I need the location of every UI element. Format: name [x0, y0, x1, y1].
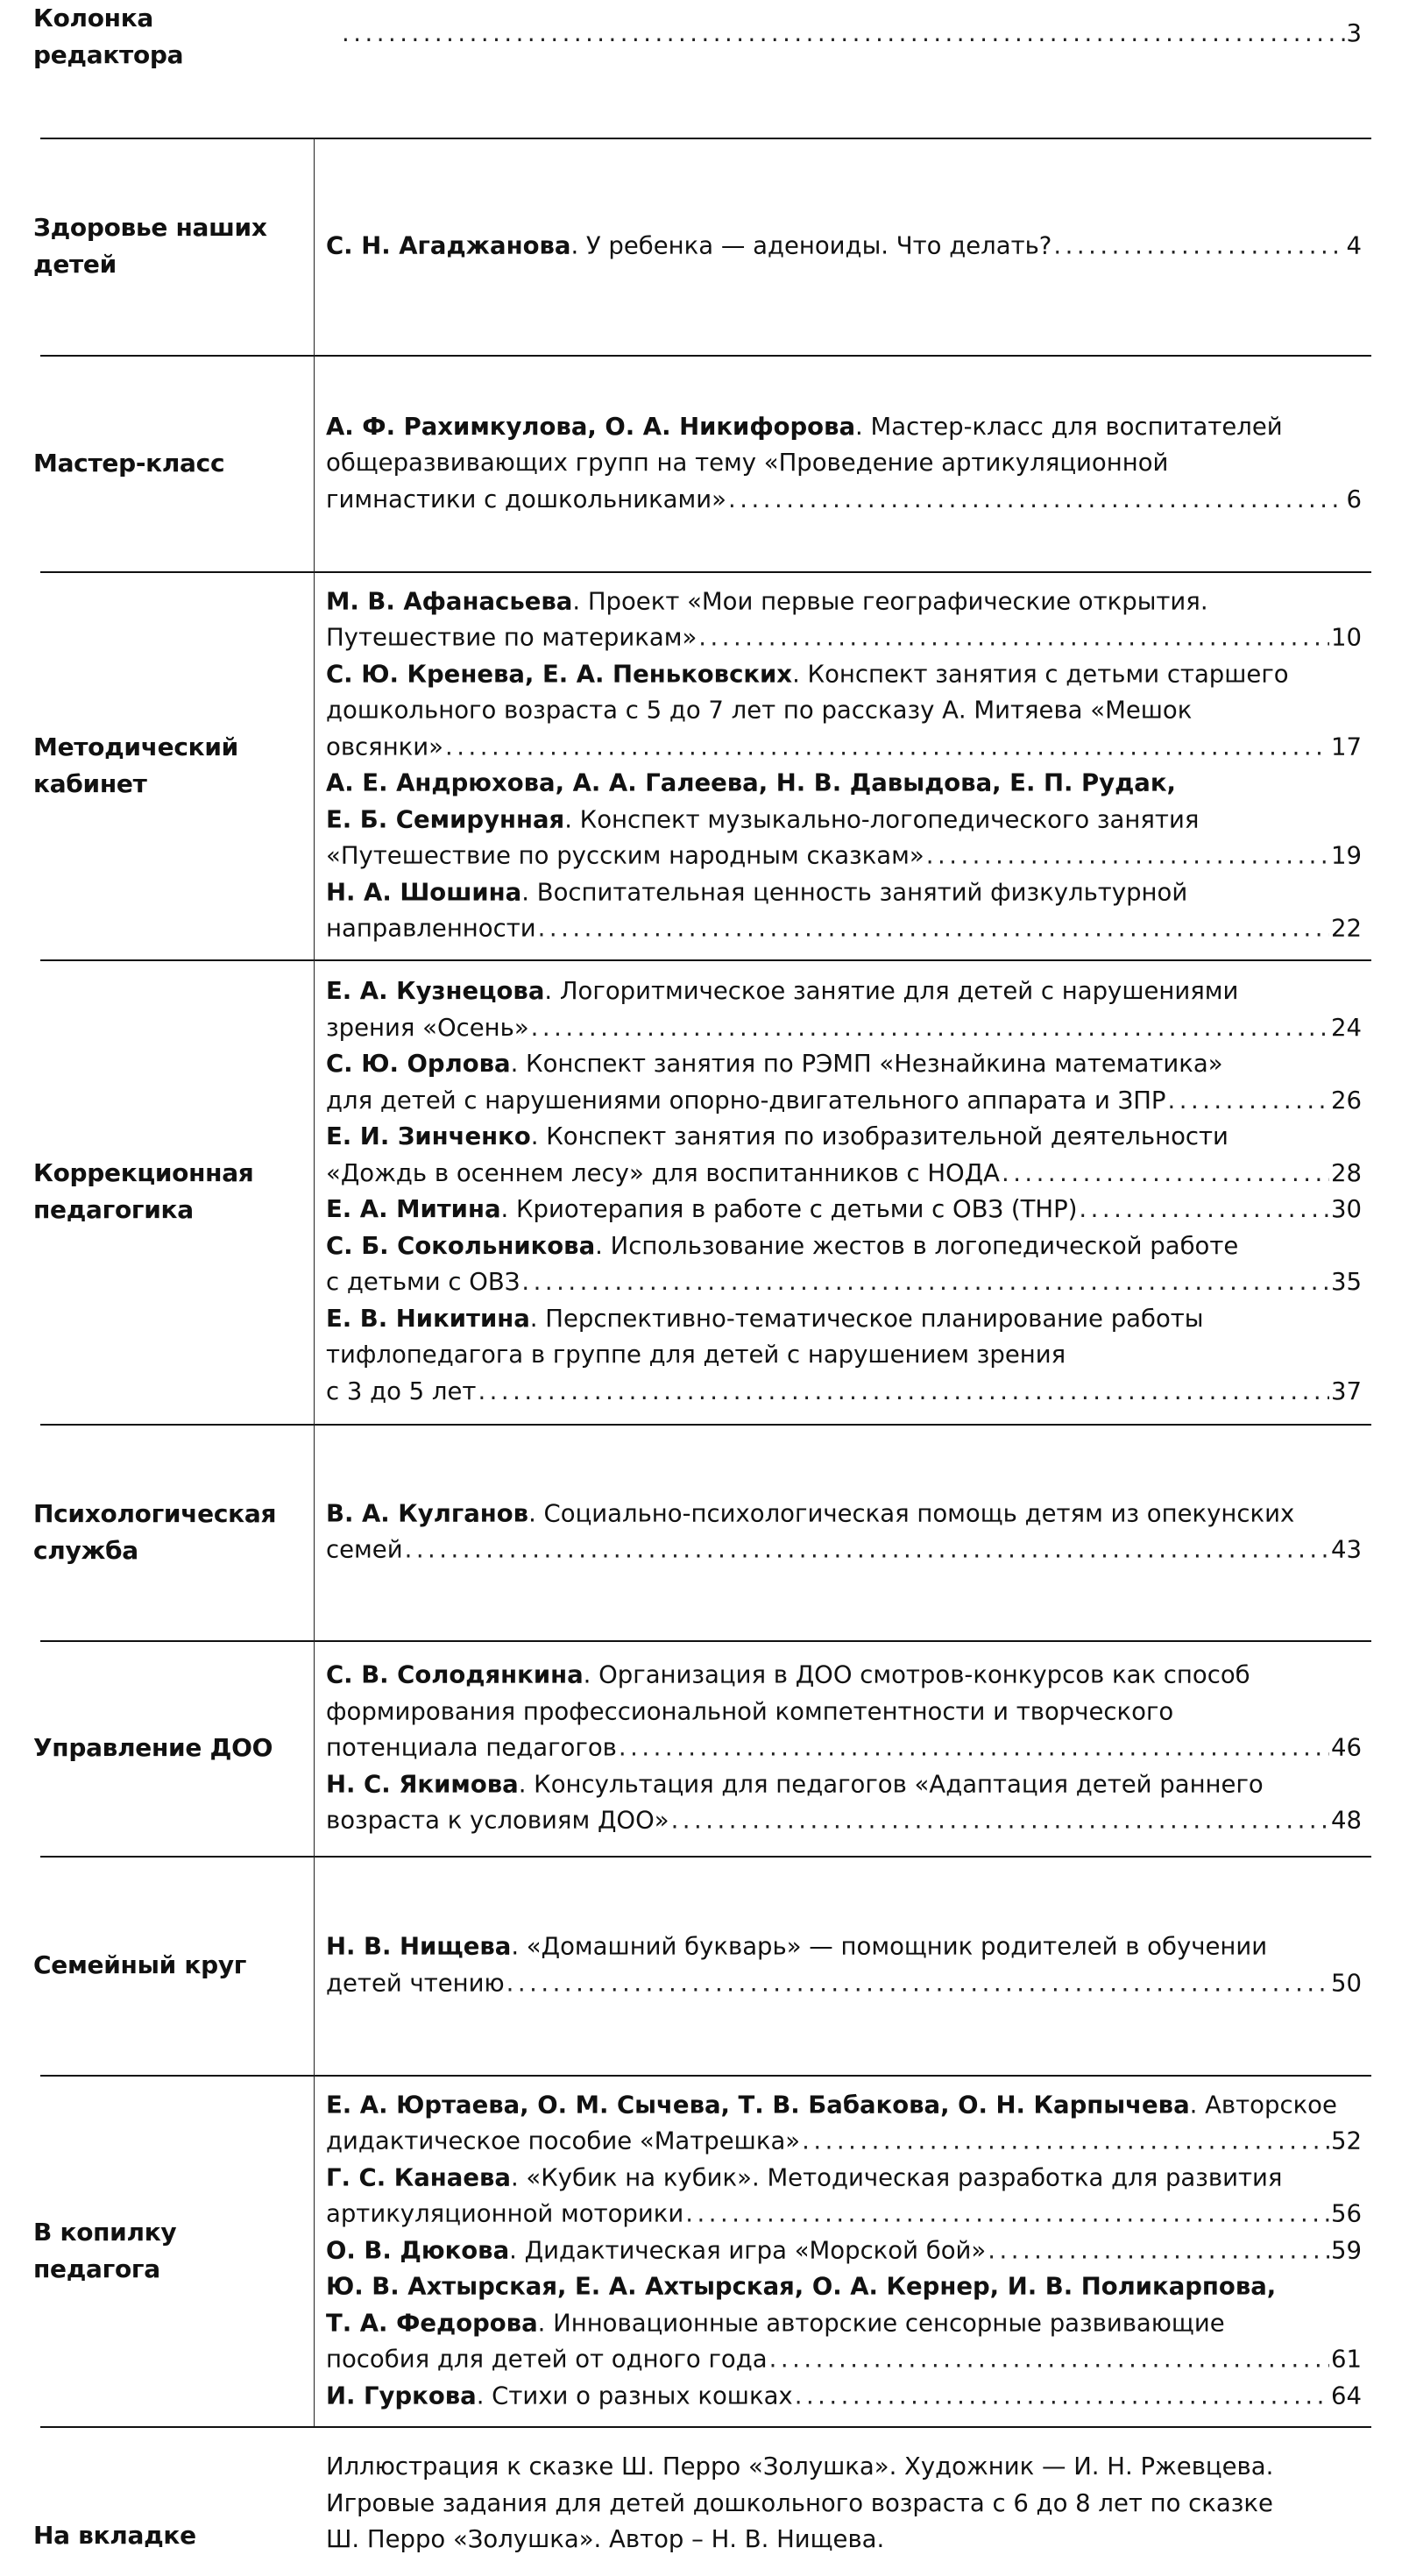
insert-description-line: Ш. Перро «Золушка». Автор – Н. В. Нищева.: [326, 2525, 885, 2553]
toc-section-master-class: [0, 355, 1402, 571]
column-divider: [314, 1640, 315, 1856]
entry-author: М. В. Афанасьева: [326, 587, 573, 615]
toc-entry[interactable]: [326, 2087, 1362, 2160]
page-number: 56: [1331, 2199, 1362, 2228]
page-number: 52: [1331, 2127, 1362, 2155]
toc-entry[interactable]: [326, 656, 1362, 766]
toc-entry[interactable]: [326, 1929, 1362, 2002]
leader-dots: [342, 16, 1345, 53]
leader-dots: [926, 839, 1329, 875]
toc-entry[interactable]: [326, 1192, 1362, 1228]
entry-title: . Дидактическая игра «Морской бой»: [509, 2235, 987, 2264]
entry-author: Г. С. Канаева: [326, 2162, 511, 2191]
entry-title: потенциала педагогов: [326, 1733, 617, 1762]
entry-author: Е. Б. Семирунная: [326, 805, 565, 833]
leader-dots: [802, 2123, 1329, 2160]
entry-title: . Консультация для педагогов «Адаптация детей раннего: [518, 1769, 1264, 1798]
entry-author: С. Б. Сокольникова: [326, 1231, 596, 1260]
section-entries: [340, 16, 1362, 53]
leader-dots: [619, 1730, 1329, 1766]
page-number: 22: [1331, 914, 1362, 943]
entry-title: . Воспитательная ценность занятий физкультурной: [521, 878, 1188, 906]
section-label: Мастер-класс: [33, 448, 225, 478]
section-label: Коррекционная педагогика: [33, 1158, 254, 1224]
entry-title: . Перспективно-тематическое планирование работы: [529, 1304, 1204, 1333]
column-divider: [314, 571, 315, 959]
entry-title: возраста к условиям ДОО»: [326, 1806, 669, 1835]
entry-title: . Логоритмическое занятие для детей с нарушениями: [544, 977, 1239, 1005]
entry-author: Е. И. Зинченко: [326, 1122, 531, 1150]
toc-entry[interactable]: [326, 2160, 1362, 2233]
page-number: 61: [1331, 2345, 1362, 2374]
entry-author: Н. А. Шошина: [326, 878, 522, 906]
entry-title: . «Домашний букварь» — помощник родителей в обучении: [511, 1932, 1268, 1961]
entry-author: И. Гуркова: [326, 2381, 477, 2410]
page-number: 24: [1331, 1013, 1362, 1042]
entry-author: С. Н. Агаджанова: [326, 231, 571, 260]
entry-title: детей чтению: [326, 1969, 505, 1997]
section-entries: [326, 1496, 1362, 1568]
column-divider: [314, 1856, 315, 2075]
entry-author: С. Ю. Орлова: [326, 1050, 511, 1078]
column-divider: [314, 1424, 315, 1640]
page-number: 37: [1331, 1376, 1362, 1405]
toc-section-insert: [0, 2426, 1402, 2576]
toc-section-correctional-pedagogy: [0, 959, 1402, 1424]
entry-author: Е. А. Митина: [326, 1195, 501, 1223]
leader-dots: [795, 2378, 1329, 2415]
toc-entry[interactable]: [326, 1119, 1362, 1192]
toc-entry[interactable]: [340, 16, 1362, 53]
toc-section-children-health: [0, 138, 1402, 355]
section-label: На вкладке: [33, 2521, 196, 2550]
entry-title: . Стихи о разных кошках: [476, 2381, 793, 2410]
column-divider: [314, 355, 315, 571]
toc-section-teacher-piggybank: [0, 2075, 1402, 2426]
section-entries: [326, 1929, 1362, 2002]
entry-title: . Авторское: [1189, 2090, 1337, 2119]
toc-entry[interactable]: [326, 1046, 1362, 1119]
entry-author: Н. С. Якимова: [326, 1769, 519, 1798]
toc-entry[interactable]: [326, 1301, 1362, 1411]
toc-section-methodical-office: [0, 571, 1402, 959]
insert-description-line: Иллюстрация к сказке Ш. Перро «Золушка». Художник — И. Н. Ржевцева.: [326, 2452, 1274, 2480]
leader-dots: [1167, 1083, 1329, 1120]
toc-entry[interactable]: [326, 2233, 1362, 2269]
toc-entry[interactable]: [326, 874, 1362, 947]
page-number: 64: [1331, 2381, 1362, 2410]
entry-author: Е. В. Никитина: [326, 1304, 530, 1333]
entry-title: формирования профессиональной компетентности и творческого: [326, 1696, 1174, 1725]
section-label: Методический кабинет: [33, 732, 239, 798]
entry-title: . Проект «Мои первые географические открытия.: [572, 587, 1208, 615]
page-number: 35: [1331, 1268, 1362, 1296]
section-label: Колонка редактора: [33, 4, 184, 69]
page-number: 48: [1331, 1806, 1362, 1835]
toc-section-family-circle: [0, 1856, 1402, 2075]
entry-title: . Мастер-класс для воспитателей: [855, 412, 1283, 441]
entry-author: Е. А. Кузнецова: [326, 977, 545, 1005]
entry-author: Т. А. Федорова: [326, 2308, 538, 2337]
leader-dots: [1002, 1156, 1329, 1192]
leader-dots: [698, 620, 1329, 657]
section-label: Психологическая служба: [33, 1498, 277, 1565]
entry-title: . Конспект занятия с детьми старшего: [792, 660, 1289, 688]
entry-title: тифлопедагога в группе для детей с нарушением зрения: [326, 1341, 1066, 1369]
toc-section-doo-management: [0, 1640, 1402, 1856]
entry-title: . Криотерапия в работе с детьми с ОВЗ (ТНР): [500, 1195, 1078, 1223]
entry-title: . «Кубик на кубик». Методическая разработка для развития: [510, 2162, 1283, 2191]
entry-author: Н. В. Нищева: [326, 1932, 512, 1961]
entry-title: . Конспект занятия по изобразительной деятельности: [530, 1122, 1229, 1150]
entry-title: «Дождь в осеннем лесу» для воспитанников с НОДА: [326, 1158, 1000, 1187]
page-number: 17: [1331, 732, 1362, 761]
section-label: Управление ДОО: [33, 1733, 273, 1762]
entry-title: дидактическое пособие «Матрешка»: [326, 2127, 801, 2155]
insert-description-line: Игровые задания для детей дошкольного возраста с 6 до 8 лет по сказке: [326, 2488, 1273, 2517]
page-number: 46: [1331, 1733, 1362, 1762]
entry-title: пособия для детей от одного года: [326, 2345, 768, 2374]
section-label: В копилку педагога: [33, 2217, 177, 2283]
toc-entry[interactable]: [326, 2378, 1362, 2415]
toc-entry[interactable]: [326, 973, 1362, 1046]
entry-title: артикуляционной моторики: [326, 2199, 684, 2228]
toc-section-psychological-service: [0, 1424, 1402, 1640]
page-number: 30: [1331, 1195, 1362, 1223]
page-number: 19: [1331, 841, 1362, 870]
entry-title: . Организация в ДОО смотров-конкурсов как способ: [583, 1660, 1250, 1689]
page-number: 4: [1346, 231, 1362, 260]
entry-author: С. В. Солодянкина: [326, 1660, 584, 1689]
column-divider: [314, 138, 315, 355]
section-entries: [326, 1657, 1362, 1839]
leader-dots: [521, 1264, 1329, 1301]
leader-dots: [769, 2341, 1329, 2378]
toc-entry[interactable]: [326, 228, 1362, 265]
leader-dots: [685, 2196, 1329, 2233]
page-number: 28: [1331, 1158, 1362, 1187]
entry-title: . Использование жестов в логопедической работе: [595, 1231, 1239, 1260]
page-number: 26: [1331, 1086, 1362, 1115]
entry-author: О. В. Дюкова: [326, 2235, 510, 2264]
entry-title: с 3 до 5 лет: [326, 1376, 477, 1405]
leader-dots: [506, 1965, 1329, 2002]
page-number: 3: [1346, 19, 1362, 47]
entry-author: А. Ф. Рахимкулова, О. А. Никифорова: [326, 412, 856, 441]
page-number: 10: [1331, 623, 1362, 652]
entry-title: гимнастики с дошкольниками»: [326, 485, 726, 513]
entry-title: . У ребенка — аденоиды. Что делать?: [570, 231, 1052, 260]
entry-title: . Инновационные авторские сенсорные развивающие: [537, 2308, 1225, 2337]
leader-dots: [671, 1802, 1329, 1839]
entry-title: . Социально-психологическая помощь детям из опекунских: [528, 1499, 1295, 1527]
entry-title: направленности: [326, 914, 536, 943]
section-entries: [326, 584, 1362, 947]
entry-title: . Конспект занятия по РЭМП «Незнайкина математика»: [510, 1050, 1223, 1078]
toc-entry[interactable]: [326, 1657, 1362, 1766]
entry-title: овсянки»: [326, 732, 443, 761]
toc-entry[interactable]: [326, 408, 1362, 518]
leader-dots: [405, 1532, 1329, 1569]
toc-entry[interactable]: [326, 2268, 1362, 2378]
entry-title: . Конспект музыкально-логопедического занятия: [564, 805, 1200, 833]
leader-dots: [478, 1374, 1329, 1411]
leader-dots: [445, 729, 1329, 766]
leader-dots: [538, 911, 1329, 948]
toc-entry[interactable]: [326, 1496, 1362, 1568]
page-number: 43: [1331, 1535, 1362, 1564]
toc-entry[interactable]: [326, 584, 1362, 656]
leader-dots: [531, 1010, 1329, 1047]
entry-title: дошкольного возраста с 5 до 7 лет по рассказу А. Митяева «Мешок: [326, 696, 1193, 725]
entry-title: зрения «Осень»: [326, 1013, 529, 1042]
entry-author: С. Ю. Кренева, Е. А. Пеньковских: [326, 660, 793, 688]
entry-title: общеразвивающих групп на тему «Проведение артикуляционной: [326, 448, 1169, 477]
entry-author: А. Е. Андрюхова, А. А. Галеева, Н. В. Давыдова, Е. П. Рудак,: [326, 768, 1176, 797]
entry-title: для детей с нарушениями опорно-двигательного аппарата и ЗПР: [326, 1086, 1166, 1115]
toc-entry[interactable]: [326, 1766, 1362, 1839]
section-label: Здоровье наших детей: [33, 213, 267, 279]
section-entries: [326, 2449, 1362, 2558]
entry-title: с детьми с ОВЗ: [326, 1268, 520, 1296]
toc-section-editor-column: [0, 0, 1402, 138]
section-entries: [326, 973, 1362, 1410]
leader-dots: [1079, 1192, 1329, 1228]
leader-dots: [728, 481, 1345, 518]
column-divider: [314, 959, 315, 1424]
page-number: 50: [1331, 1969, 1362, 1997]
entry-title: Путешествие по материкам»: [326, 623, 697, 652]
leader-dots: [1053, 228, 1344, 265]
section-entries: [326, 2087, 1362, 2415]
section-entries: [326, 228, 1362, 265]
section-label: Семейный круг: [33, 1950, 247, 1979]
toc-entry[interactable]: [326, 1228, 1362, 1301]
entry-title: «Путешествие по русским народным сказкам»: [326, 841, 924, 870]
entry-author: Ю. В. Ахтырская, Е. А. Ахтырская, О. А. Кернер, И. В. Поликарпова,: [326, 2272, 1277, 2301]
entry-author: В. А. Кулганов: [326, 1499, 529, 1527]
toc-entry[interactable]: [326, 766, 1362, 875]
page-number: 6: [1346, 485, 1362, 513]
page-number: 59: [1331, 2235, 1362, 2264]
column-divider: [314, 2075, 315, 2426]
entry-title: семей: [326, 1535, 403, 1564]
section-entries: [326, 408, 1362, 518]
leader-dots: [988, 2233, 1329, 2269]
entry-author: Е. А. Юртаева, О. М. Сычева, Т. В. Бабакова, О. Н. Карпычева: [326, 2090, 1190, 2119]
